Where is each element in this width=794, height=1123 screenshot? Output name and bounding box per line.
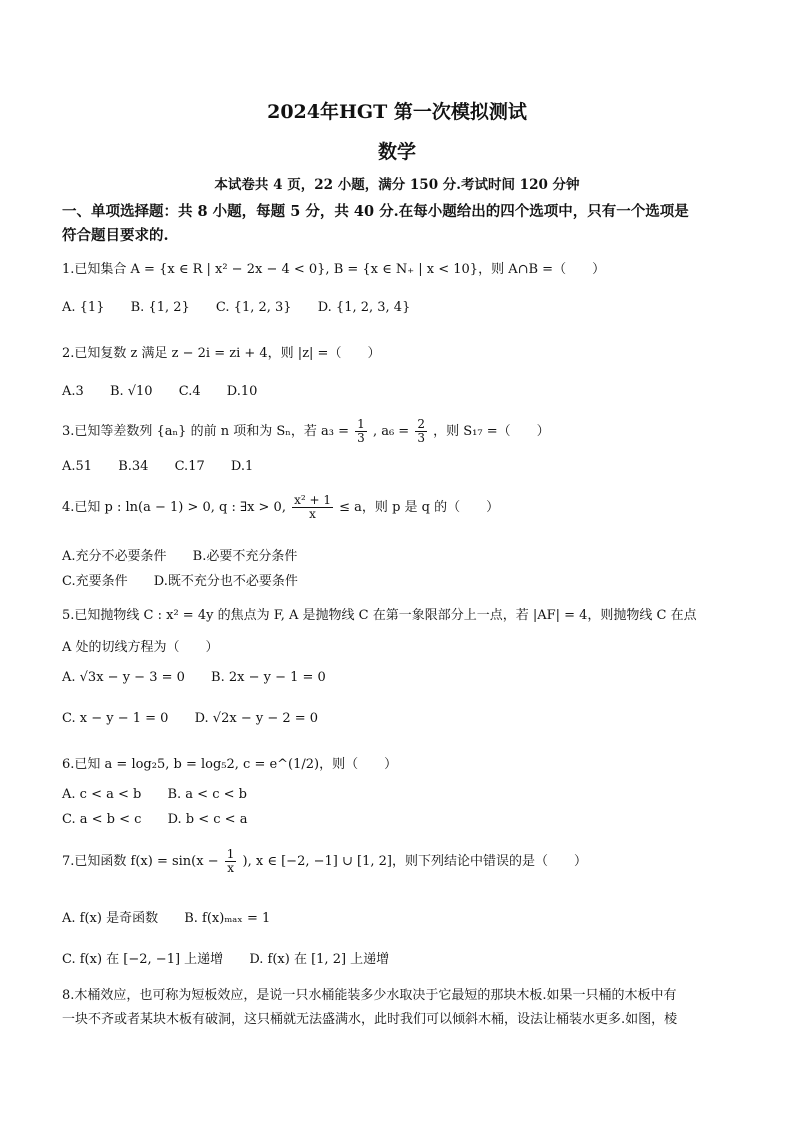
frac-num: 1: [226, 847, 235, 861]
frac-den: 3: [417, 431, 425, 445]
option-a: A.充分不必要条件: [62, 549, 167, 564]
frac-den: 3: [357, 431, 365, 445]
option-b: B. {1, 2}: [130, 300, 190, 315]
option-c: C.充要条件: [62, 574, 128, 589]
option-a: A. {1}: [62, 300, 105, 315]
question-4-stem: [62, 494, 499, 521]
question-4-options-row2: [62, 570, 320, 589]
q7-fraction: [225, 848, 237, 875]
option-d: D. b < c < a: [167, 812, 248, 827]
option-a: A.51: [62, 459, 93, 474]
question-8-stem: 8.木桶效应，也可称为短板效应，是说一只水桶能装多少水取决于它最短的那块木板.如果一只桶的木板中有: [62, 988, 677, 1003]
question-6-options-row1: [62, 787, 269, 802]
q4-fraction: [292, 494, 333, 521]
q4-stem-b: ≤ a，则 p 是 q 的（ ）: [339, 500, 500, 515]
q7-stem-b: ), x ∈ [−2, −1] ∪ [1, 2]，则下列结论中错误的是（ ）: [242, 854, 587, 869]
option-b: B.34: [118, 459, 149, 474]
option-d: D. √2x − y − 2 = 0: [194, 711, 319, 726]
question-6-options-row2: [62, 812, 269, 827]
question-7-stem: [62, 848, 587, 875]
question-4-options-row1: [62, 545, 319, 564]
frac-num: 1: [357, 417, 365, 431]
frac-den: x: [309, 507, 316, 521]
option-a: A. √3x − y − 3 = 0: [62, 670, 185, 685]
question-5-options-row1: [62, 670, 348, 685]
option-d: D.10: [226, 384, 258, 399]
option-c: C. {1, 2, 3}: [215, 300, 292, 315]
subject-title: 数学: [377, 141, 416, 163]
option-d: D. f(x) 在 [1, 2] 上递增: [249, 952, 390, 967]
q4-stem-a: 4.已知 p : ln(a − 1) > 0, q : ∃x > 0,: [62, 500, 286, 515]
option-d: D. {1, 2, 3, 4}: [317, 300, 411, 315]
frac-den: x: [227, 861, 234, 875]
q7-stem-a: 7.已知函数 f(x) = sin(x −: [62, 854, 219, 869]
question-3-options: [62, 459, 275, 474]
option-a: A.3: [62, 384, 84, 399]
question-5-stem-cont: A 处的切线方程为（ ）: [62, 640, 219, 655]
option-b: B. √10: [109, 384, 153, 399]
option-c: C. a < b < c: [62, 812, 142, 827]
section-heading: 一、单项选择题：共 8 小题，每题 5 分，共 40 分.在每小题给出的四个选项中，只有一个选项是: [62, 203, 689, 220]
option-b: B. a < c < b: [167, 787, 247, 802]
frac-num: 2: [417, 417, 425, 431]
q3-stem-c: ，则 S₁₇ =（ ）: [433, 424, 550, 439]
question-2-options: [62, 384, 279, 399]
question-7-options-row1: [62, 907, 292, 926]
question-7-options-row2: [62, 948, 411, 967]
q3-stem-b: , a₆ =: [372, 424, 410, 439]
exam-title: 2024年HGT 第一次模拟测试: [267, 101, 527, 123]
option-c: C. x − y − 1 = 0: [62, 711, 169, 726]
option-c: C.17: [174, 459, 205, 474]
frac-num: x² + 1: [294, 493, 332, 507]
option-c: C.4: [178, 384, 201, 399]
question-1-stem: 1.已知集合 A = {x ∈ R | x² − 2x − 4 < 0}, B = {x ∈ N₊ | x < 10}，则 A∩B =（ ）: [62, 262, 606, 277]
question-3-stem: [62, 418, 550, 445]
option-b: B. f(x)ₘₐₓ = 1: [184, 911, 271, 926]
question-2-stem: 2.已知复数 z 满足 z − 2i = zi + 4，则 |z| =（ ）: [62, 346, 381, 361]
option-d: D.既不充分也不必要条件: [153, 574, 298, 589]
question-5-options-row2: [62, 711, 340, 726]
q3-fraction-2: [415, 418, 427, 445]
section-heading-cont: 符合题目要求的.: [62, 227, 169, 244]
question-5-stem: 5.已知抛物线 C : x² = 4y 的焦点为 F, A 是抛物线 C 在第一象限部分上一点，若 |AF| = 4，则抛物线 C 在点: [62, 608, 697, 623]
option-b: B. 2x − y − 1 = 0: [211, 670, 326, 685]
q3-stem-a: 3.已知等差数列 {aₙ} 的前 n 项和为 Sₙ，若 a₃ =: [62, 424, 350, 439]
option-a: A. c < a < b: [62, 787, 142, 802]
exam-info: 本试卷共 4 页，22 小题，满分 150 分.考试时间 120 分钟: [214, 177, 580, 193]
q3-fraction-1: [355, 418, 367, 445]
option-b: B.必要不充分条件: [192, 549, 298, 564]
option-a: A. f(x) 是奇函数: [62, 911, 159, 926]
question-1-options: [62, 300, 432, 315]
question-6-stem: 6.已知 a = log₂5, b = log₅2, c = e^(1/2)，则（ ）: [62, 757, 398, 772]
question-8-stem-cont: 一块不齐或者某块木板有破洞，这只桶就无法盛满水，此时我们可以倾斜木桶，设法让桶装水更多.如图，棱: [62, 1012, 678, 1027]
option-c: C. f(x) 在 [−2, −1] 上递增: [62, 952, 224, 967]
option-d: D.1: [230, 459, 254, 474]
